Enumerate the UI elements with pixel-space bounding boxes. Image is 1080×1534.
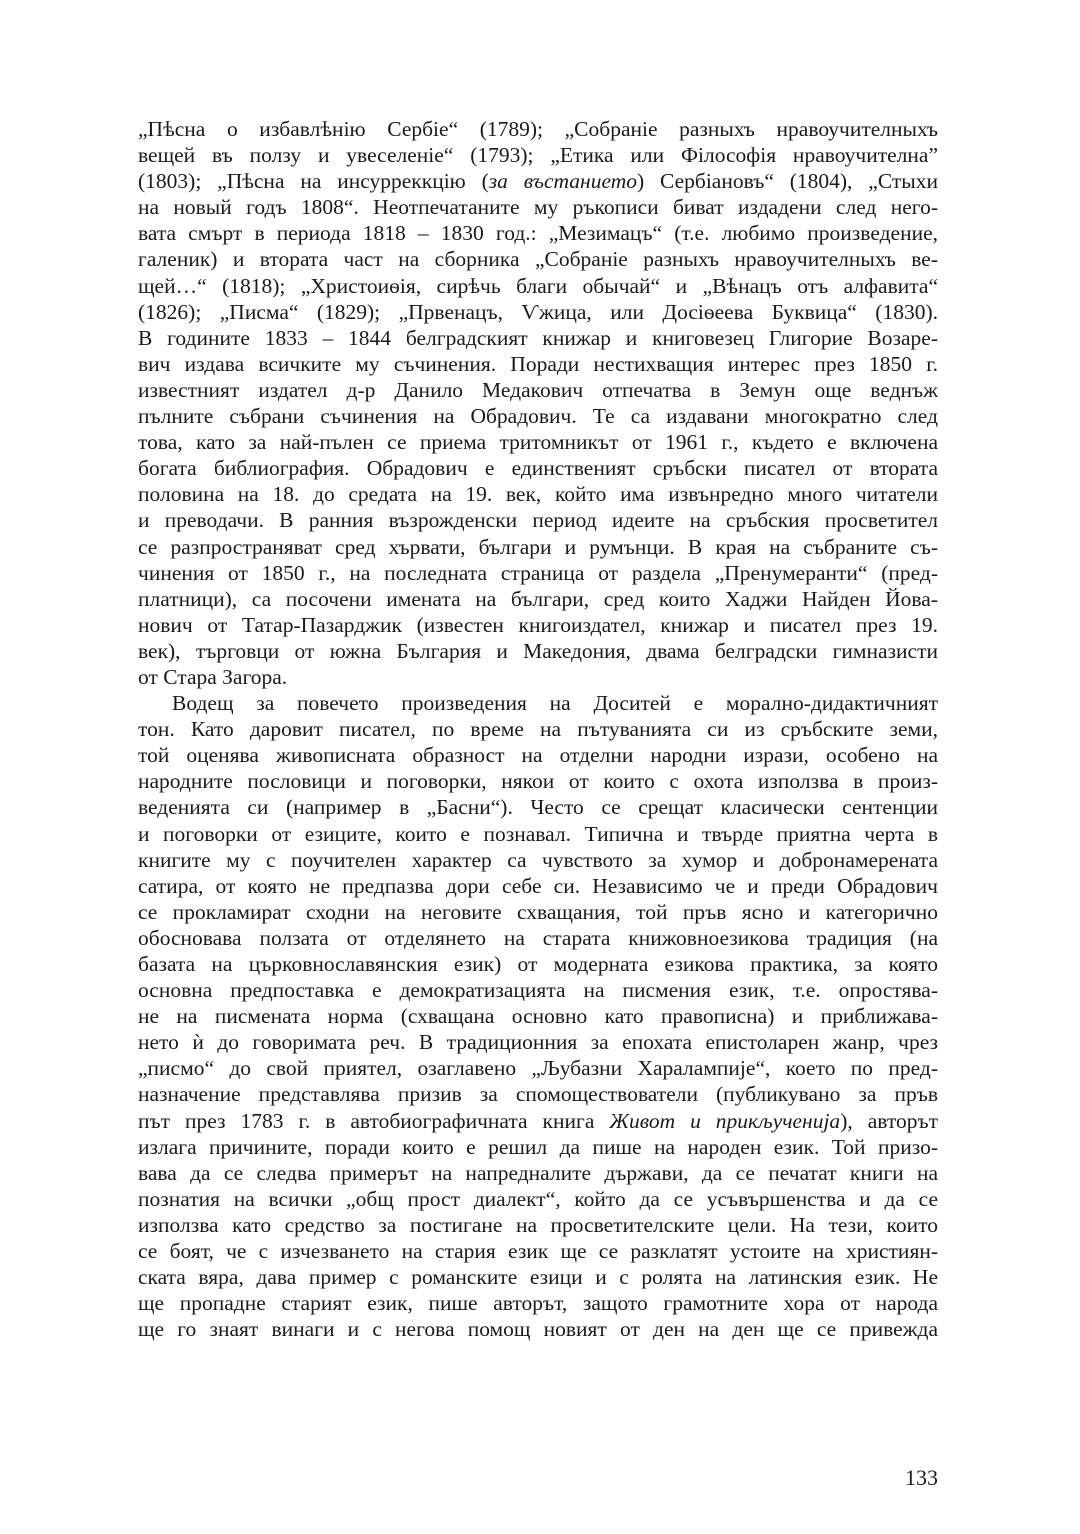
text-line: веденията си (например в „Басни“). Често се срещат класически сентенции bbox=[138, 795, 938, 820]
text-line: нето ѝ до говоримата реч. В традиционния за епохата епистоларен жанр, чрез bbox=[138, 1030, 938, 1055]
text-line: базата на църковнославянския език) от модерната езикова практика, за която bbox=[138, 952, 938, 976]
body-text bbox=[138, 116, 938, 1342]
text-line: на новый годъ 1808“. Неотпечатаните му ръкописи биват издадени след него- bbox=[138, 195, 938, 220]
text-line: богата библиография. Обрадович е единственият сръбски писател от втората bbox=[138, 456, 938, 481]
text-line: половина на 18. до средата на 19. век, който има извънредно много читатели bbox=[138, 482, 938, 507]
text-line: той оценява живописната образност на отделни народни изрази, особено на bbox=[138, 743, 938, 768]
text-line: известният издател д-р Данило Медакович отпечатва в Земун още веднъж bbox=[138, 377, 938, 402]
text-line: ската вяра, дава пример с романските езици и с ролята на латинския език. Не bbox=[138, 1265, 938, 1290]
text-line: вава да се следва примерът на напредналите държави, да се печатат книги на bbox=[138, 1160, 938, 1185]
text-line: сатира, от която не предпазва дори себе си. Независимо че и преди Обрадович bbox=[138, 873, 938, 898]
text-line: и преводачи. В ранния възрожденски период идеите на сръбския просветител bbox=[138, 508, 938, 533]
text-line: В годините 1833 – 1844 белградският книжар и книговезец Глигорие Возаре- bbox=[138, 325, 938, 350]
text-line: „писмо“ до свой приятел, озаглавено „Љубазни Харалампије“, което по пред- bbox=[138, 1056, 938, 1081]
text-line: щей…“ (1818); „Христоиѳія, сирѣчь благи обычай“ и „Вѣнацъ отъ алфавита“ bbox=[138, 273, 938, 298]
text-line: използва като средство за постигане на просветителските цели. На тези, които bbox=[138, 1212, 938, 1237]
text-line: излага причините, поради които е решил да пише на народен език. Той призо- bbox=[138, 1134, 938, 1159]
text-line: основна предпоставка е демократизацията на писмения език, т.е. опростява- bbox=[138, 978, 938, 1003]
text-line: (1826); „Писма“ (1829); „Првенацъ, Ѵжица, или Досіѳеева Буквица“ (1830). bbox=[138, 299, 938, 324]
text-line: се боят, че с изчезването на стария език ще се разклатят устоите на християн- bbox=[138, 1239, 938, 1264]
text-line: вещей въ ползу и увеселеніе“ (1793); „Етика или Філософія нравоучителна” bbox=[138, 143, 938, 168]
text-line: век), търговци от южна България и Македония, двама белградски гимназисти bbox=[138, 638, 938, 663]
text-line: галеник) и втората част на сборника „Собраніе разныхъ нравоучителныхъ ве- bbox=[138, 247, 938, 272]
text-line: (1803); „Пѣсна на инсурреккцію (за въстанието) Сербіановъ“ (1804), „Стыхи bbox=[138, 169, 938, 194]
text-line: се разпространяват сред хървати, българи и румънци. В края на събраните съ- bbox=[138, 534, 938, 559]
text-line: вич издава всичките му съчинения. Поради нестихващия интерес през 1850 г. bbox=[138, 351, 938, 376]
text-line: от Стара Загора. bbox=[138, 664, 288, 689]
text-line: и поговорки от езиците, които е познавал. Типична и твърде приятна черта в bbox=[138, 821, 938, 846]
text-line: чинения от 1850 г., на последната страница от раздела „Пренумеранти“ (пред- bbox=[138, 560, 938, 585]
text-line: вата смърт в периода 1818 – 1830 год.: „Мезимацъ“ (т.е. любимо произведение, bbox=[138, 221, 938, 246]
text-line: познатия на всички „общ прост диалект“, който да се усъвършенства и да се bbox=[138, 1186, 938, 1211]
text-line: книгите му с поучителен характер са чувството за хумор и добронамерената bbox=[138, 847, 938, 872]
page-number: 133 bbox=[905, 1465, 938, 1490]
text-line: „Пѣсна о избавлѣнію Сербіе“ (1789); „Собраніе разныхъ нравоучителныхъ bbox=[138, 117, 938, 141]
text-line: ще го знаят винаги и с негова помощ новият от ден на ден ще се привежда bbox=[138, 1317, 938, 1342]
text-line: народните пословици и поговорки, някои от които с охота използва в произ- bbox=[138, 769, 938, 794]
text-line: нович от Татар-Пазарджик (известен книгоиздател, книжар и писател през 19. bbox=[138, 612, 938, 637]
text-line: се прокламират сходни на неговите схващания, той пръв ясно и категорично bbox=[138, 899, 938, 924]
text-line: назначение представлява призив за спомоществователи (публикувано за пръв bbox=[138, 1082, 938, 1107]
text-line: Водещ за повечето произведения на Доситей е морално-дидактичният bbox=[172, 691, 938, 716]
text-line: това, като за най-пълен се приема тритомникът от 1961 г., където е включена bbox=[138, 430, 938, 455]
text-line: тон. Като даровит писател, по време на пътуванията си из сръбските земи, bbox=[138, 717, 938, 742]
text-line: път през 1783 г. в автобиографичната книга Живот и прикљученија), авторът bbox=[138, 1108, 938, 1133]
text-line: платници), са посочени имената на българи, сред които Хаджи Найден Йова- bbox=[138, 586, 938, 611]
text-line: не на писмената норма (схващана основно като правописна) и приближава- bbox=[138, 1004, 938, 1029]
text-line: пълните събрани съчинения на Обрадович. Те са издавани многократно след bbox=[138, 404, 938, 429]
text-line: обосновава ползата от отделянето на старата книжовноезикова традиция (на bbox=[138, 925, 938, 950]
text-line: ще пропадне старият език, пише авторът, защото грамотните хора от народа bbox=[138, 1291, 938, 1316]
